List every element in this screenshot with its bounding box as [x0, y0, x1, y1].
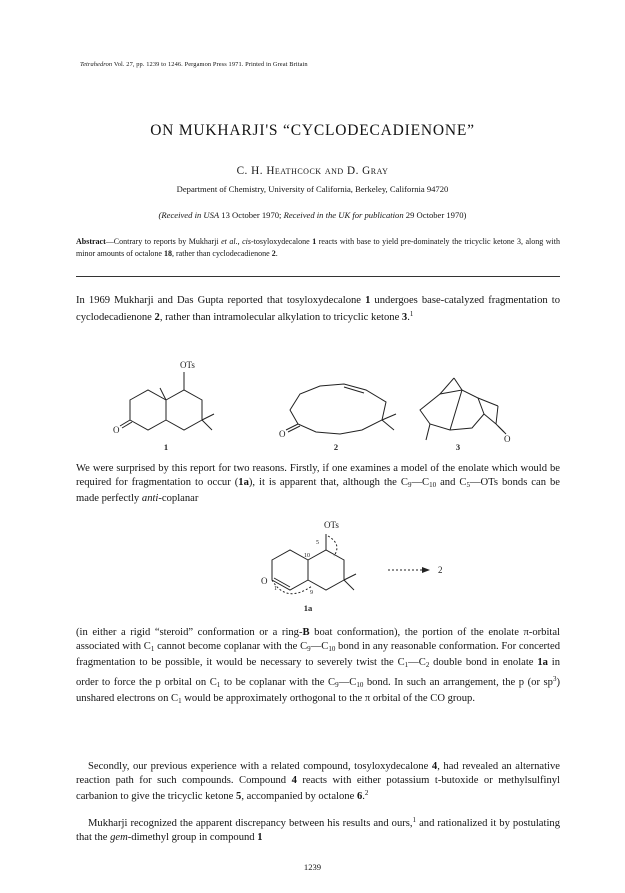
article-title: ON MUKHARJI'S “CYCLODECADIENONE”	[150, 122, 475, 139]
structure-2-drawing	[286, 384, 396, 434]
received-dates: (Received in USA 13 October 1970; Received in the UK for publication 29 October 1970)	[158, 210, 467, 220]
structure-1-drawing	[120, 372, 214, 430]
authors: C. H. Heathcock and D. Gray	[236, 165, 389, 177]
paragraph-mukharji-rationale: Mukharji recognized the apparent discrepancy between his results and ours,$^1$ and rationalized it by postulating that the gem-dimethyl group in compound 1	[76, 816, 560, 843]
affiliation: Department of Chemistry, University of California, Berkeley, California 94720	[176, 184, 449, 194]
paragraph-intro: In 1969 Mukharji and Das Gupta reported that tosyloxydecalone 1 undergoes base-catalyzed fragmentation to cyclodecadienone 2, rather than intramolecular alkylation to tricyclic ketone 3.$^1$	[76, 295, 560, 323]
journal-citation: Vol. 27, pp. 1239 to 1246. Pergamon Press 1971. Printed in Great Britain	[112, 61, 308, 68]
paragraph-second-reason: Secondly, our previous experience with a related compound, tosyloxydecalone 4, had revealed an alternative reaction path for such compounds. Compound 4 reacts with either potassium t-butoxide or methylsulfinyl carbanion to give the tricyclic ketone 5, accompanied by octalone 6.$^2$	[76, 761, 560, 802]
structure-1a	[250, 514, 480, 614]
carbon-1-label: 1	[274, 586, 277, 592]
abstract: Abstract—Contrary to reports by Mukharji et al., cis-tosyloxydecalone 1 reacts with base to yield pre-dominately the tricyclic ketone 3, along with minor amounts of octalone 18, rather than cyclodecadienone 2.	[76, 237, 561, 259]
carbon-10-label: 10	[304, 553, 310, 559]
arrow-target-label: 2	[438, 565, 443, 575]
enolate-o-label: O	[261, 576, 268, 586]
ots-label-1a: OTs	[324, 520, 339, 530]
structures-row	[100, 340, 520, 452]
carbon-5-label: 5	[316, 540, 319, 546]
compound-label-2: 2	[333, 442, 339, 452]
compound-label-3: 3	[455, 442, 461, 452]
carbon-9-label: 9	[310, 590, 313, 596]
structure-3-drawing	[420, 378, 506, 440]
ots-label-1: OTs	[180, 360, 195, 370]
carbonyl-o-label-2: O	[279, 429, 286, 439]
compound-label-1: 1	[163, 442, 169, 452]
paragraph-first-reason: We were surprised by this report for two reasons. Firstly, if one examines a model of the enolate which would be required for fragmentation to occur (1a), it is apparent that, although the $C_9—C_{10}$ and $C_5—OTs$ bonds can be made perfectly anti-coplanar	[76, 463, 560, 504]
paragraph-orbital-argument: (in either a rigid “steroid” conformation or a ring-B boat conformation), the portion of the enolate π-orbital associated with $C_1$ cannot become coplanar with the $C_9—C_{10}$ bond in any reasonable conformation. For concerted fragmentation to be possible, it would be necessary to severely twist the $C_1—C_2$ double bond in enolate 1a in order to force the p orbital on $C_1$ to be coplanar with the $C_9—C_{10}$ bond. In such an arrangement, the p (or $sp^3$) unshared electrons on $C_1$ would be approximately orthogonal to the π orbital of the CO group.	[76, 627, 561, 705]
running-header	[80, 61, 308, 68]
page-number: 1239	[303, 862, 322, 872]
journal-name: Tetrahedron	[80, 61, 113, 68]
compound-label-1a: 1a	[303, 603, 313, 613]
carbonyl-o-label-3: O	[504, 434, 511, 444]
section-divider	[76, 276, 560, 277]
carbonyl-o-label-1: O	[113, 425, 120, 435]
